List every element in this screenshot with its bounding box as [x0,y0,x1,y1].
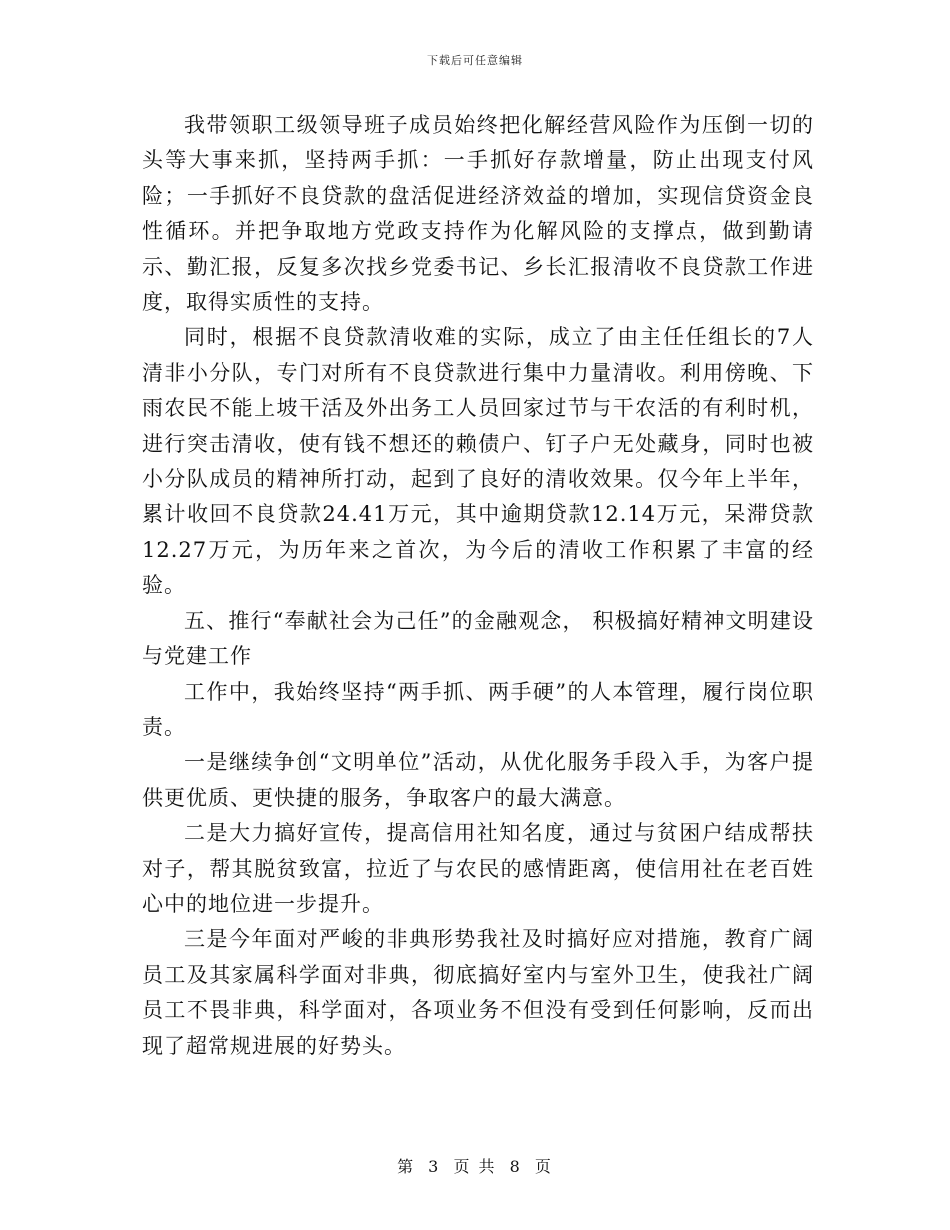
total-page-count: 8 [509,1157,522,1176]
paragraph-point-three: 三是今年面对严峻的非典形势我社及时搞好应对措施，教育广阔员工及其家属科学面对非典，彻底搞好室内与室外卫生，使我社广阔员工不畏非典，科学面对，各项业务不但没有受到任何影响，反而出现了超常规进展的好势头。 [142,927,814,1058]
footer-prefix: 第 [397,1157,416,1176]
paragraph-point-two: 二是大力搞好宣传，提高信用社知名度，通过与贫困户结成帮扶对子，帮其脱贫致富，拉近了与农民的感情距离，使信用社在老百姓心中的地位进一步提升。 [142,821,814,916]
paragraph-two-hands: 工作中，我始终坚持“两手抓、两手硬”的人本管理，履行岗位职责。 [142,679,814,739]
paragraph-point-one: 一是继续争创“文明单位”活动，从优化服务手段入手，为客户提供更优质、更快捷的服务，争取客户的最大满意。 [142,750,814,810]
page-footer [0,1154,950,1177]
current-page-number: 3 [428,1157,441,1176]
page-header: 下载后可任意编辑 [427,54,523,67]
paragraph-risk-management: 我带领职工级领导班子成员始终把化解经营风险作为压倒一切的头等大事来抓，坚持两手抓：一手抓好存款增量，防止出现支付风险；一手抓好不良贷款的盘活促进经济效益的增加，实现信贷资金良性循环。并把争取地方党政支持作为化解风险的支撑点，做到勤请示、勤汇报，反复多次找乡党委书记、乡长汇报清收不良贷款工作进度，取得实质性的支持。 [142,113,814,315]
paragraph-loan-collection: 同时，根据不良贷款清收难的实际，成立了由主任任组长的7人清非小分队，专门对所有不良贷款进行集中力量清收。利用傍晚、下雨农民不能上坡干活及外出务工人员回家过节与干农活的有利时机，进行突击清收，使有钱不想还的赖债户、钉子户无处藏身，同时也被小分队成员的精神所打动，起到了良好的清收效果。仅今年上半年，累计收回不良贷款24.41万元，其中逾期贷款12.14万元，呆滞贷款12.27万元，为历年来之首次，为今后的清收工作积累了丰富的经验。 [142,325,814,598]
footer-suffix: 页 [534,1157,553,1176]
footer-mid: 页 共 [453,1157,497,1176]
document-body [142,108,814,1064]
section-heading-five: 五、推行“奉献社会为己任”的金融观念， 积极搞好精神文明建设与党建工作 [142,608,814,669]
